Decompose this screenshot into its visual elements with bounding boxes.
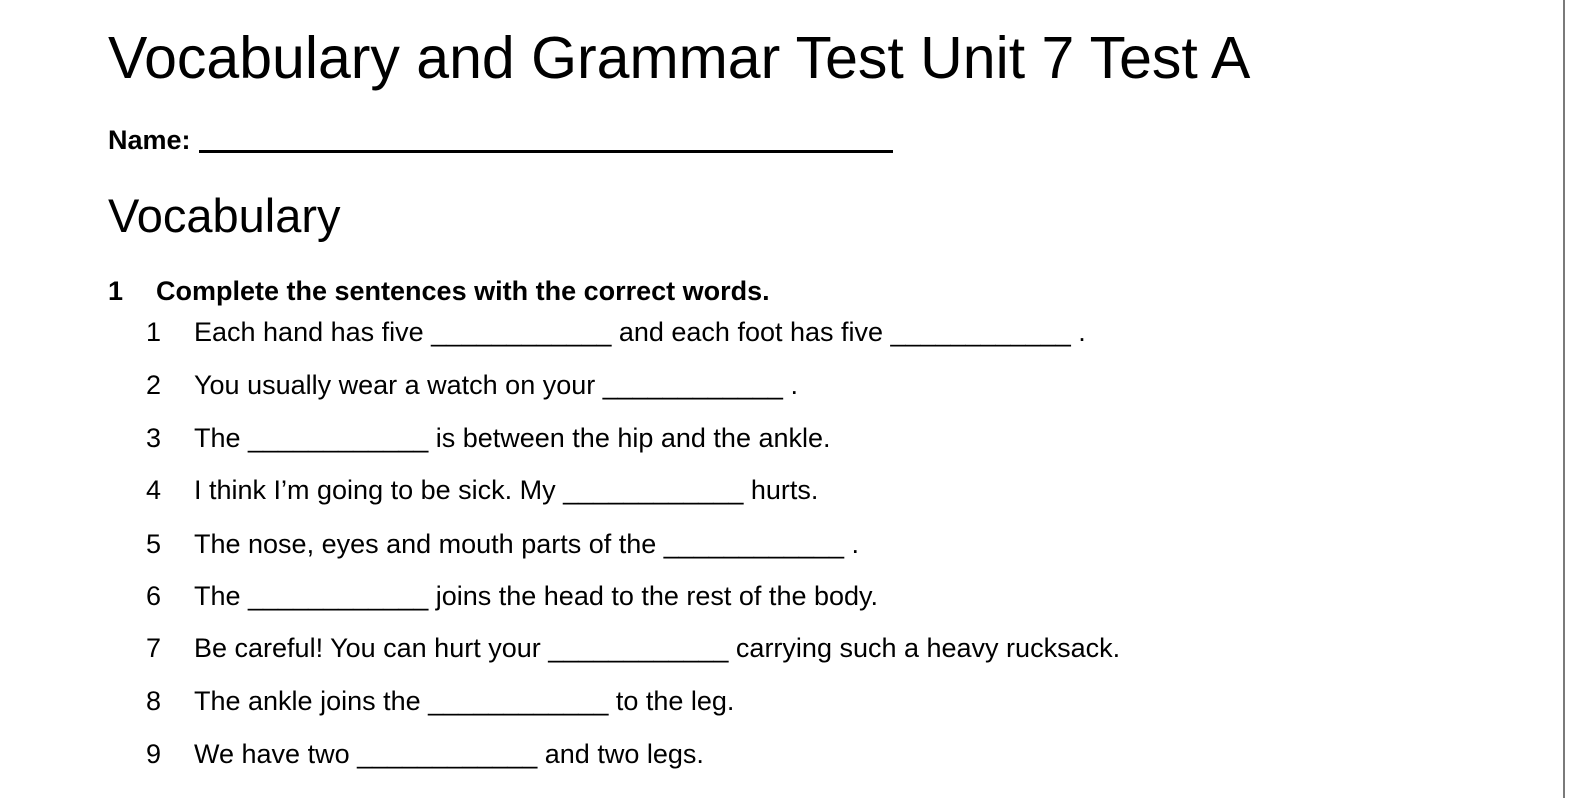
exercise-instruction-text: Complete the sentences with the correct words. (156, 276, 770, 306)
question-number: 9 (146, 739, 162, 769)
page-gutter (1565, 0, 1586, 798)
question-text: I think I’m going to be sick. My ____________ hurts. (194, 475, 819, 505)
question-item (146, 528, 859, 560)
question-number: 1 (146, 317, 162, 347)
question-item (146, 422, 831, 454)
question-number: 3 (146, 423, 162, 453)
name-answer-line (199, 150, 893, 153)
page-title: Vocabulary and Grammar Test Unit 7 Test A (108, 25, 1251, 91)
name-field-row (108, 124, 893, 156)
question-number: 5 (146, 529, 162, 559)
question-item (146, 580, 878, 612)
question-item (146, 685, 734, 717)
question-text: You usually wear a watch on your ____________ . (194, 370, 798, 400)
question-item (146, 316, 1086, 348)
question-number: 6 (146, 581, 162, 611)
question-text: The ____________ is between the hip and the ankle. (194, 423, 831, 453)
section-heading: Vocabulary (108, 189, 341, 242)
name-label: Name: (108, 125, 191, 155)
exercise-number: 1 (108, 276, 124, 306)
question-text: Each hand has five ____________ and each foot has five ____________ . (194, 317, 1086, 347)
question-number: 4 (146, 475, 162, 505)
question-item (146, 632, 1120, 664)
question-item (146, 474, 818, 506)
question-text: The ____________ joins the head to the rest of the body. (194, 581, 879, 611)
question-text: We have two ____________ and two legs. (194, 739, 704, 769)
exercise-instruction (108, 275, 770, 307)
question-text: Be careful! You can hurt your ____________ carrying such a heavy rucksack. (194, 633, 1121, 663)
question-item (146, 738, 704, 770)
question-text: The nose, eyes and mouth parts of the ____________ . (194, 529, 859, 559)
question-number: 7 (146, 633, 162, 663)
question-text: The ankle joins the ____________ to the leg. (194, 686, 735, 716)
question-number: 8 (146, 686, 162, 716)
question-number: 2 (146, 370, 162, 400)
question-item (146, 369, 798, 401)
